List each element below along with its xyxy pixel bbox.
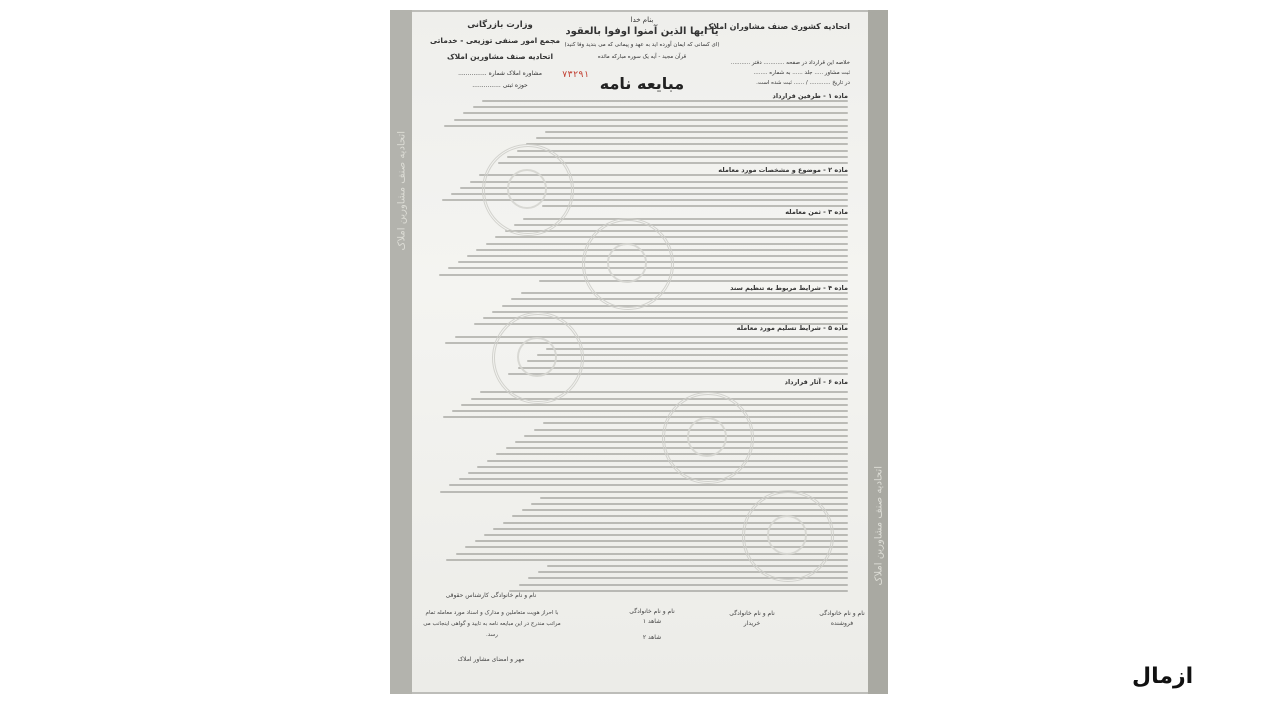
brand-logo: ازمال: [1132, 664, 1194, 689]
contract-title: مبایعه نامه: [599, 74, 685, 93]
text-line: [546, 348, 848, 350]
witness1-name-label: نام و نام خانوادگی: [629, 608, 675, 615]
seller-role: فروشنده: [830, 620, 854, 627]
text-line: [536, 137, 848, 139]
bismillah: بنام خدا: [630, 16, 654, 24]
text-line: [502, 305, 848, 307]
section-4-heading: ماده ۴ - شرایط مربوط به تنظیم سند: [730, 284, 848, 292]
watermark-stamp: [662, 392, 754, 484]
text-line: [444, 125, 848, 127]
header-date-field: در تاریخ ............ / ...... ثبت شده است.: [756, 80, 850, 86]
text-line: [473, 106, 848, 108]
verse-translation: (ای کسانی که ایمان آورده اید به عهد و پیمانی که می بندید وفا کنید): [564, 42, 720, 48]
header-council: مجمع امور صنفی توزیعی - خدماتی: [430, 36, 560, 45]
right-margin-strip: [868, 10, 888, 694]
text-line: [519, 584, 848, 586]
header-union: اتحادیه صنف مشاورین املاک: [446, 52, 554, 61]
witness2-role: شاهد ۲: [642, 634, 662, 641]
text-line: [514, 224, 848, 226]
left-margin-strip: [390, 10, 412, 694]
header-register-field: ثبت مشاور ..... جلد ...... به شماره ........: [753, 70, 850, 76]
text-line: [517, 150, 848, 152]
header-ministry: وزارت بازرگانی: [467, 20, 533, 30]
watermark-stamp: [492, 312, 584, 404]
section-6-heading: ماده ۶ - آثار قرارداد: [784, 378, 848, 386]
watermark-stamp: [482, 144, 574, 236]
watermark-stamp: [582, 218, 674, 310]
header-registry-zone: حوزه ثبتی ...............: [472, 82, 528, 89]
section-5-heading: ماده ۵ - شرایط تسلیم مورد معامله: [736, 324, 848, 332]
legal-expert-title: نام و نام خانوادگی کارشناس حقوقی: [445, 592, 537, 599]
text-line: [461, 404, 848, 406]
verse-heading: یا ایها الذین آمنوا اوفوا بالعقود: [565, 26, 719, 37]
text-line: [468, 472, 848, 474]
text-line: [454, 119, 848, 121]
text-line: [443, 416, 848, 418]
text-line: [495, 236, 848, 238]
text-line: [449, 484, 848, 486]
legal-expert-text: با احراز هویت متعاملین و مدارک و اسناد مورد معامله تمام مراتب مندرج در این مبایعه نامه به تایید و گواهی اینجانب می رسد.: [423, 610, 561, 638]
serial-number: ۷۳۲۹۱: [562, 70, 590, 80]
seller-name-label: نام و نام خانوادگی: [819, 610, 865, 617]
text-line: [521, 292, 848, 294]
side-text-top: اتحادیه صنف مشاورین املاک: [396, 131, 408, 251]
text-line: [459, 478, 848, 480]
text-line: [511, 298, 848, 300]
text-line: [523, 218, 848, 220]
agency-seal-label: مهر و امضای مشاور املاک: [457, 656, 525, 663]
witness1-role: شاهد ۱: [642, 618, 662, 625]
buyer-name-label: نام و نام خانوادگی: [729, 610, 775, 617]
header-agency-number: مشاوره املاک شماره ...............: [458, 70, 542, 77]
text-line: [477, 466, 848, 468]
document-photo: [390, 10, 888, 694]
verse-source: قرآن مجید - آیه یک سوره مبارکه مائده: [597, 54, 687, 60]
watermark-stamp: [742, 490, 834, 582]
text-line: [452, 410, 848, 412]
text-line: [509, 590, 848, 592]
buyer-role: خریدار: [743, 620, 761, 627]
header-summary-field: خلاصه این قرارداد در صفحه ............ دفتر ...........: [730, 60, 850, 66]
side-text-bottom: اتحادیه صنف مشاورین املاک: [873, 466, 885, 586]
text-line: [526, 143, 848, 145]
text-line: [482, 100, 848, 102]
text-line: [463, 112, 848, 114]
section-1-heading: ماده ۱ - طرفین قرارداد: [772, 92, 848, 100]
contract-sheet: [412, 12, 868, 692]
section-3-heading: ماده ۳ - ثمن معامله: [785, 208, 848, 216]
text-line: [505, 230, 848, 232]
section-2-heading: ماده ۲ - موضوع و مشخصات مورد معامله: [718, 166, 848, 174]
header-national-union: اتحادیه کشوری صنف مشاوران املاک: [704, 22, 850, 31]
text-line: [545, 131, 848, 133]
